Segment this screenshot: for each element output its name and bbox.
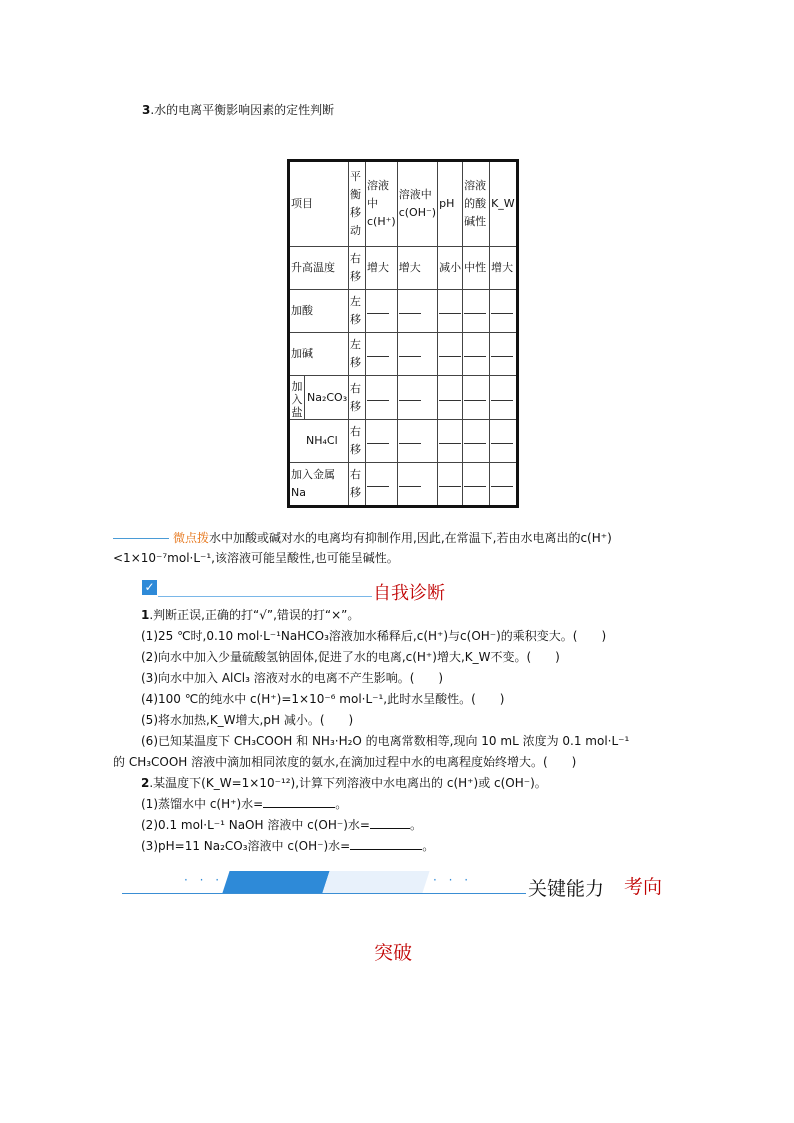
- row-shift: 左移: [349, 333, 366, 376]
- ability-title-red: 考向: [624, 876, 663, 898]
- q1-item: (3)向水中加入 AlCl₃ 溶液对水的电离不产生影响。( ): [141, 671, 444, 685]
- table-row: [289, 420, 518, 463]
- answer-blank[interactable]: [350, 837, 422, 850]
- answer-blank[interactable]: [366, 420, 398, 463]
- answer-blank[interactable]: [463, 333, 490, 376]
- row-acid: 中性: [463, 247, 490, 290]
- answer-blank[interactable]: [490, 376, 518, 420]
- breakthrough-title: 突破: [374, 942, 413, 964]
- diagnosis-title: 自我诊断: [373, 583, 445, 604]
- answer-blank[interactable]: [397, 333, 437, 376]
- row-shift: 右移: [349, 420, 366, 463]
- answer-blank[interactable]: [366, 463, 398, 507]
- row-shift: 右移: [349, 463, 366, 507]
- q1-item: (4)100 ℃的纯水中 c(H⁺)=1×10⁻⁶ mol·L⁻¹,此时水呈酸性。( ): [141, 692, 505, 706]
- table-row: [289, 247, 518, 290]
- header-cell: 溶液中c(H⁺): [366, 161, 398, 247]
- answer-blank[interactable]: [438, 420, 463, 463]
- q1-title: 1.判断正误,正确的打“√”,错误的打“×”。: [141, 608, 360, 622]
- row-item: 加入金属Na: [289, 463, 349, 507]
- answer-blank[interactable]: [438, 290, 463, 333]
- answer-blank[interactable]: [366, 376, 398, 420]
- q1-item-cont: 的 CH₃COOH 溶液中滴加相同浓度的氨水,在滴加过程中水的电离程度始终增大。( ): [113, 755, 577, 769]
- header-cell: 平衡移动: [349, 161, 366, 247]
- row-shift: 左移: [349, 290, 366, 333]
- row-item: 加酸: [289, 290, 349, 333]
- answer-blank[interactable]: [438, 376, 463, 420]
- row-item: 升高温度: [289, 247, 349, 290]
- tip-box: [113, 528, 673, 568]
- answer-blank[interactable]: [397, 376, 437, 420]
- row-item: NH₄Cl: [289, 420, 349, 463]
- tip-text: 水中加酸或碱对水的电离均有抑制作用,因此,在常温下,若由水电离出的c(H⁺)<1×10⁻⁷mol·L⁻¹,该溶液可能呈酸性,也可能呈碱性。: [113, 531, 612, 565]
- answer-blank[interactable]: [463, 463, 490, 507]
- ability-rule: [122, 893, 526, 894]
- q1-item: (5)将水加热,K_W增大,pH 减小。( ): [141, 713, 354, 727]
- header-cell: 溶液中c(OH⁻): [397, 161, 437, 247]
- ability-title: 关键能力: [528, 878, 605, 900]
- row-kw: 增大: [490, 247, 518, 290]
- dots-right: · · ·: [433, 873, 473, 887]
- q2-item: (1)蒸馏水中 c(H⁺)水= 。: [141, 797, 348, 811]
- diagnosis-rule: [158, 596, 372, 597]
- answer-blank[interactable]: [366, 290, 398, 333]
- check-icon: ✓: [142, 580, 157, 595]
- questions: [113, 605, 673, 857]
- answer-blank[interactable]: [490, 420, 518, 463]
- table-row: [289, 376, 518, 420]
- section-heading: 3.水的电离平衡影响因素的定性判断: [142, 103, 335, 117]
- answer-blank[interactable]: [438, 463, 463, 507]
- row-shift: 右移: [349, 247, 366, 290]
- table-row: [289, 290, 518, 333]
- answer-blank[interactable]: [463, 376, 490, 420]
- q1-item: (1)25 ℃时,0.10 mol·L⁻¹NaHCO₃溶液加水稀释后,c(H⁺)与c(OH⁻)的乘积变大。( ): [141, 629, 607, 643]
- table-row: [289, 463, 518, 507]
- answer-blank[interactable]: [370, 816, 410, 829]
- dots-left: · · ·: [184, 873, 224, 887]
- table-row: [289, 333, 518, 376]
- answer-blank[interactable]: [438, 333, 463, 376]
- ability-tab-light: [322, 871, 429, 893]
- q1-item: (2)向水中加入少量硫酸氢钠固体,促进了水的电离,c(H⁺)增大,K_W不变。( ): [141, 650, 560, 664]
- row-ph: 减小: [438, 247, 463, 290]
- row-oh: 增大: [397, 247, 437, 290]
- answer-blank[interactable]: [490, 290, 518, 333]
- answer-blank[interactable]: [397, 463, 437, 507]
- row-item: 加碱: [289, 333, 349, 376]
- factor-table: [287, 159, 519, 508]
- row-group: 加入盐: [290, 376, 305, 419]
- answer-blank[interactable]: [397, 290, 437, 333]
- answer-blank[interactable]: [366, 333, 398, 376]
- row-shift: 右移: [349, 376, 366, 420]
- answer-blank[interactable]: [463, 420, 490, 463]
- q2-item: (3)pH=11 Na₂CO₃溶液中 c(OH⁻)水= 。: [141, 839, 435, 853]
- q1-item: (6)已知某温度下 CH₃COOH 和 NH₃·H₂O 的电离常数相等,现向 10 mL 浓度为 0.1 mol·L⁻¹: [141, 734, 630, 748]
- row-item: Na₂CO₃: [307, 390, 348, 404]
- header-cell: pH: [438, 161, 463, 247]
- tip-rule: [113, 538, 169, 539]
- row-h: 增大: [366, 247, 398, 290]
- salt-group-cell: [289, 376, 349, 420]
- ability-tab: [222, 871, 329, 893]
- header-cell: K_W: [490, 161, 518, 247]
- header-cell: 项目: [289, 161, 349, 247]
- q2-title: 2.某温度下(K_W=1×10⁻¹²),计算下列溶液中水电离出的 c(H⁺)或 c(OH⁻)。: [141, 776, 547, 790]
- answer-blank[interactable]: [263, 795, 335, 808]
- answer-blank[interactable]: [397, 420, 437, 463]
- answer-blank[interactable]: [490, 463, 518, 507]
- tip-label: 微点拨: [173, 531, 210, 545]
- q2-item: (2)0.1 mol·L⁻¹ NaOH 溶液中 c(OH⁻)水= 。: [141, 818, 422, 832]
- header-cell: 溶液的酸碱性: [463, 161, 490, 247]
- answer-blank[interactable]: [463, 290, 490, 333]
- answer-blank[interactable]: [490, 333, 518, 376]
- table-header-row: [289, 161, 518, 247]
